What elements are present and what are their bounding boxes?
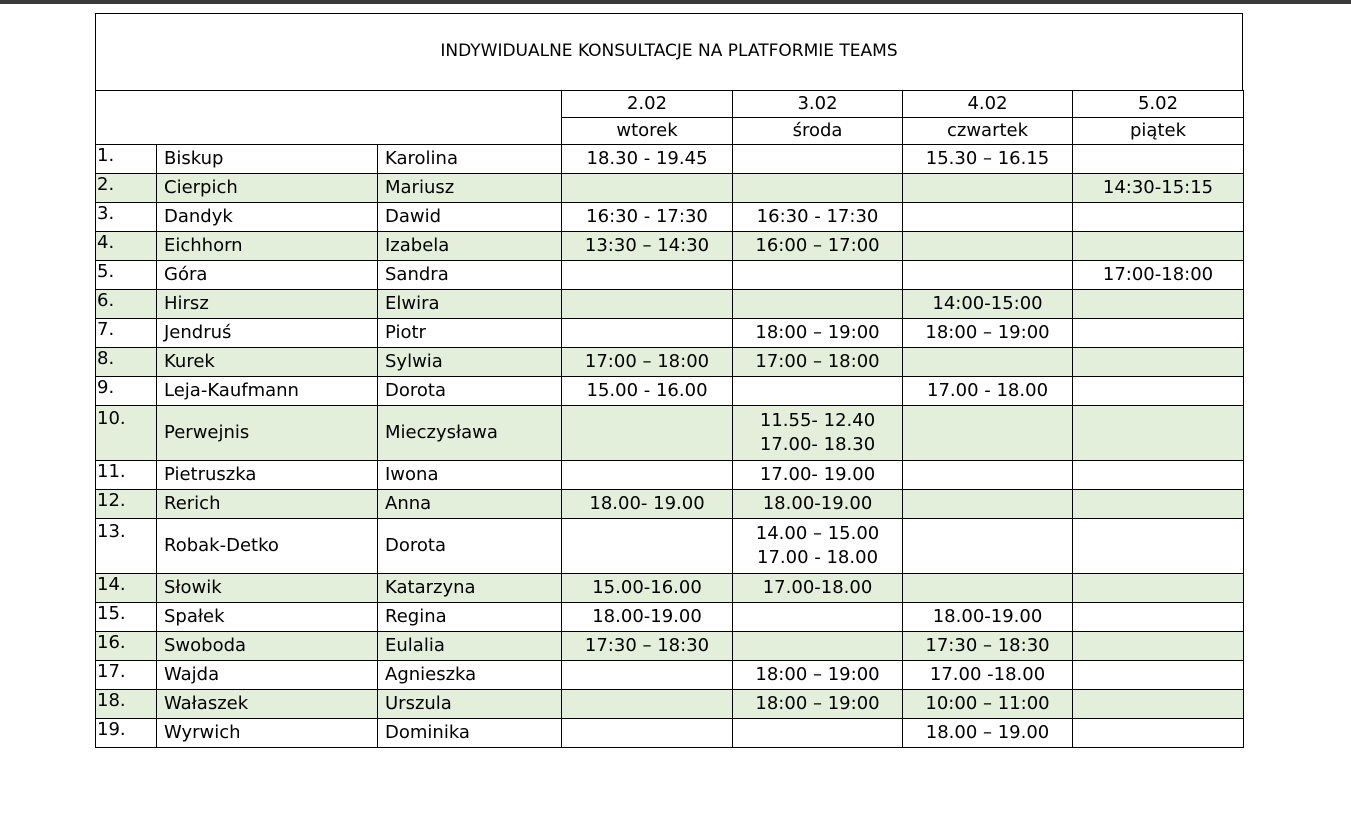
table-row — [96, 232, 1244, 261]
row-number: 3. — [96, 203, 157, 232]
time-slot-text: 17.00 - 18.00 — [927, 380, 1049, 401]
time-slot-cell — [903, 174, 1073, 203]
time-slot-cell — [733, 232, 903, 261]
time-slot-cell — [1073, 490, 1244, 519]
first-name-cell: Dorota — [378, 377, 562, 406]
time-slot-cell — [903, 574, 1073, 603]
time-slot-text: 10:00 – 11:00 — [925, 693, 1050, 714]
window-top-border — [0, 0, 1351, 4]
surname-cell: Słowik — [157, 574, 378, 603]
time-slot-cell — [562, 519, 733, 574]
time-slot-cell — [903, 719, 1073, 748]
row-number: 2. — [96, 174, 157, 203]
first-name-cell: Urszula — [378, 690, 562, 719]
row-number: 6. — [96, 290, 157, 319]
table-body — [96, 145, 1244, 748]
time-slot-cell — [733, 319, 903, 348]
time-slot-cell — [1073, 574, 1244, 603]
first-name-cell: Piotr — [378, 319, 562, 348]
time-slot-cell — [562, 377, 733, 406]
table-row — [96, 632, 1244, 661]
time-slot-cell — [733, 261, 903, 290]
row-number: 8. — [96, 348, 157, 377]
time-slot-cell — [733, 490, 903, 519]
time-slot-cell — [1073, 174, 1244, 203]
row-number: 12. — [96, 490, 157, 519]
time-slot-cell — [1073, 519, 1244, 574]
row-number: 4. — [96, 232, 157, 261]
time-slot-cell — [562, 574, 733, 603]
table-row — [96, 661, 1244, 690]
row-number: 11. — [96, 461, 157, 490]
table-row — [96, 145, 1244, 174]
time-slot-cell — [733, 377, 903, 406]
table-row — [96, 290, 1244, 319]
time-slot-cell — [903, 661, 1073, 690]
row-number: 18. — [96, 690, 157, 719]
time-slot-cell — [733, 203, 903, 232]
time-slot-cell — [1073, 290, 1244, 319]
time-slot-text: 15.00 - 16.00 — [586, 380, 708, 401]
time-slot-cell — [903, 406, 1073, 461]
day-name: środa — [733, 118, 903, 145]
time-slot-cell — [733, 145, 903, 174]
day-date: 3.02 — [733, 91, 903, 118]
time-slot-text: 14.00 – 15.00 — [755, 523, 880, 544]
first-name-cell: Iwona — [378, 461, 562, 490]
time-slot-cell — [903, 203, 1073, 232]
row-number: 15. — [96, 603, 157, 632]
surname-cell: Góra — [157, 261, 378, 290]
first-name-cell: Karolina — [378, 145, 562, 174]
time-slot-cell — [1073, 632, 1244, 661]
time-slot-cell — [1073, 461, 1244, 490]
day-name: piątek — [1073, 118, 1244, 145]
table-row — [96, 519, 1244, 574]
time-slot-text: 13:30 – 14:30 — [584, 235, 710, 256]
time-slot-cell — [1073, 719, 1244, 748]
time-slot-text: 18.30 - 19.45 — [586, 148, 708, 169]
row-number: 1. — [96, 145, 157, 174]
surname-cell: Kurek — [157, 348, 378, 377]
time-slot-text: 18.00 – 19.00 — [925, 722, 1050, 743]
time-slot-cell — [562, 490, 733, 519]
first-name-cell: Agnieszka — [378, 661, 562, 690]
first-name-cell: Dawid — [378, 203, 562, 232]
time-slot-cell — [903, 603, 1073, 632]
time-slot-text: 14:30-15:15 — [1102, 177, 1214, 198]
first-name-cell: Sandra — [378, 261, 562, 290]
time-slot-text: 17:00-18:00 — [1102, 264, 1214, 285]
time-slot-cell — [733, 603, 903, 632]
time-slot-text: 14:00-15:00 — [932, 293, 1043, 314]
time-slot-cell — [562, 461, 733, 490]
time-slot-text: 17.00 - 18.00 — [757, 547, 879, 568]
time-slot-text: 17:30 – 18:30 — [925, 635, 1050, 656]
row-number: 7. — [96, 319, 157, 348]
day-name: wtorek — [562, 118, 733, 145]
time-slot-text: 17.00 -18.00 — [929, 664, 1046, 685]
day-date: 2.02 — [562, 91, 733, 118]
time-slot-cell — [1073, 203, 1244, 232]
table-row — [96, 319, 1244, 348]
time-slot-text: 11.55- 12.40 — [759, 410, 876, 431]
time-slot-cell — [903, 319, 1073, 348]
time-slot-text: 18.00-19.00 — [762, 493, 873, 514]
surname-cell: Spałek — [157, 603, 378, 632]
time-slot-text: 16:00 – 17:00 — [755, 235, 880, 256]
time-slot-cell — [1073, 406, 1244, 461]
surname-cell: Robak-Detko — [157, 519, 378, 574]
time-slot-cell — [733, 461, 903, 490]
table-row — [96, 174, 1244, 203]
time-slot-cell — [733, 661, 903, 690]
row-number: 17. — [96, 661, 157, 690]
time-slot-cell — [562, 661, 733, 690]
time-slot-text: 17.00- 19.00 — [759, 464, 876, 485]
row-number: 5. — [96, 261, 157, 290]
first-name-cell: Anna — [378, 490, 562, 519]
time-slot-cell — [903, 690, 1073, 719]
time-slot-cell — [562, 232, 733, 261]
time-slot-cell — [903, 348, 1073, 377]
table-row — [96, 406, 1244, 461]
time-slot-text: 17.00-18.00 — [762, 577, 873, 598]
time-slot-cell — [733, 574, 903, 603]
time-slot-cell — [733, 719, 903, 748]
time-slot-cell — [1073, 145, 1244, 174]
time-slot-text: 18.00- 19.00 — [589, 493, 705, 514]
row-number: 16. — [96, 632, 157, 661]
time-slot-cell — [733, 348, 903, 377]
time-slot-cell — [1073, 603, 1244, 632]
time-slot-cell — [562, 406, 733, 461]
time-slot-cell — [1073, 377, 1244, 406]
table-row — [96, 461, 1244, 490]
surname-cell: Eichhorn — [157, 232, 378, 261]
time-slot-cell — [903, 145, 1073, 174]
table-row — [96, 690, 1244, 719]
header-blank-cell — [96, 91, 562, 145]
time-slot-cell — [903, 519, 1073, 574]
time-slot-cell — [733, 406, 903, 461]
time-slot-text: 15.00-16.00 — [592, 577, 702, 598]
time-slot-cell — [733, 519, 903, 574]
document-title: INDYWIDUALNE KONSULTACJE NA PLATFORMIE TEAMS — [95, 13, 1243, 90]
row-number: 9. — [96, 377, 157, 406]
time-slot-text: 18:00 – 19:00 — [925, 322, 1050, 343]
surname-cell: Perwejnis — [157, 406, 378, 461]
time-slot-text: 17:30 – 18:30 — [584, 635, 710, 656]
first-name-cell: Mariusz — [378, 174, 562, 203]
table-row — [96, 490, 1244, 519]
first-name-cell: Mieczysława — [378, 406, 562, 461]
surname-cell: Rerich — [157, 490, 378, 519]
time-slot-text: 18:00 – 19:00 — [755, 664, 880, 685]
time-slot-cell — [562, 203, 733, 232]
time-slot-cell — [903, 261, 1073, 290]
row-number: 10. — [96, 406, 157, 461]
table-row — [96, 348, 1244, 377]
table-row — [96, 261, 1244, 290]
day-date: 5.02 — [1073, 91, 1244, 118]
time-slot-cell — [1073, 661, 1244, 690]
time-slot-cell — [733, 290, 903, 319]
time-slot-cell — [1073, 261, 1244, 290]
time-slot-cell — [903, 632, 1073, 661]
time-slot-text: 16:30 - 17:30 — [756, 206, 879, 227]
time-slot-cell — [903, 461, 1073, 490]
surname-cell: Wajda — [157, 661, 378, 690]
first-name-cell: Sylwia — [378, 348, 562, 377]
time-slot-cell — [562, 261, 733, 290]
time-slot-cell — [903, 377, 1073, 406]
table-row — [96, 203, 1244, 232]
time-slot-cell — [1073, 348, 1244, 377]
time-slot-text: 17.00- 18.30 — [759, 434, 876, 455]
day-date: 4.02 — [903, 91, 1073, 118]
row-number: 14. — [96, 574, 157, 603]
table-row — [96, 719, 1244, 748]
day-name: czwartek — [903, 118, 1073, 145]
time-slot-text: 15.30 – 16.15 — [925, 148, 1050, 169]
time-slot-cell — [1073, 232, 1244, 261]
first-name-cell: Izabela — [378, 232, 562, 261]
header-dates-row — [96, 91, 1244, 118]
time-slot-text: 17:00 – 18:00 — [755, 351, 880, 372]
first-name-cell: Dominika — [378, 719, 562, 748]
consultation-table — [95, 90, 1244, 748]
time-slot-cell — [903, 232, 1073, 261]
surname-cell: Cierpich — [157, 174, 378, 203]
time-slot-cell — [562, 290, 733, 319]
surname-cell: Leja-Kaufmann — [157, 377, 378, 406]
surname-cell: Jendruś — [157, 319, 378, 348]
first-name-cell: Dorota — [378, 519, 562, 574]
first-name-cell: Katarzyna — [378, 574, 562, 603]
time-slot-text: 18.00-19.00 — [592, 606, 702, 627]
time-slot-cell — [562, 145, 733, 174]
surname-cell: Hirsz — [157, 290, 378, 319]
table-row — [96, 377, 1244, 406]
first-name-cell: Eulalia — [378, 632, 562, 661]
time-slot-text: 18:00 – 19:00 — [755, 322, 880, 343]
time-slot-cell — [903, 490, 1073, 519]
time-slot-cell — [562, 319, 733, 348]
time-slot-text: 18.00-19.00 — [932, 606, 1043, 627]
time-slot-cell — [562, 719, 733, 748]
time-slot-cell — [562, 348, 733, 377]
time-slot-text: 18:00 – 19:00 — [755, 693, 880, 714]
time-slot-cell — [562, 603, 733, 632]
time-slot-cell — [733, 174, 903, 203]
schedule-document — [95, 13, 1243, 748]
surname-cell: Pietruszka — [157, 461, 378, 490]
row-number: 19. — [96, 719, 157, 748]
time-slot-cell — [733, 690, 903, 719]
time-slot-cell — [903, 290, 1073, 319]
time-slot-cell — [562, 632, 733, 661]
time-slot-cell — [562, 174, 733, 203]
surname-cell: Swoboda — [157, 632, 378, 661]
surname-cell: Dandyk — [157, 203, 378, 232]
surname-cell: Wyrwich — [157, 719, 378, 748]
time-slot-cell — [1073, 690, 1244, 719]
time-slot-cell — [733, 632, 903, 661]
time-slot-text: 17:00 – 18:00 — [584, 351, 710, 372]
table-row — [96, 574, 1244, 603]
time-slot-cell — [562, 690, 733, 719]
surname-cell: Wałaszek — [157, 690, 378, 719]
table-row — [96, 603, 1244, 632]
time-slot-text: 16:30 - 17:30 — [586, 206, 708, 227]
surname-cell: Biskup — [157, 145, 378, 174]
row-number: 13. — [96, 519, 157, 574]
time-slot-cell — [1073, 319, 1244, 348]
first-name-cell: Elwira — [378, 290, 562, 319]
first-name-cell: Regina — [378, 603, 562, 632]
